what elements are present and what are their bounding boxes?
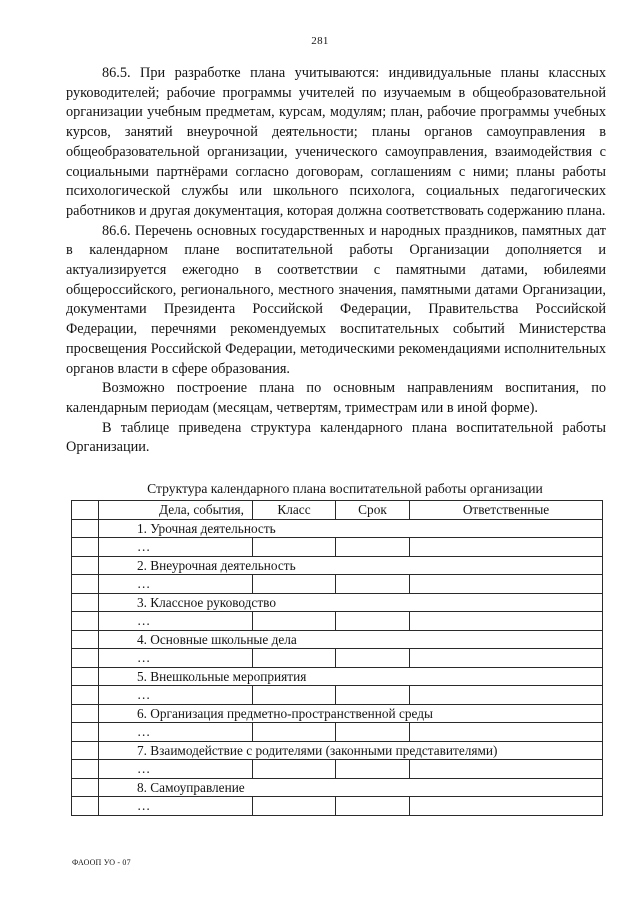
- section-index-cell: [72, 630, 99, 649]
- entry-term-cell: [336, 797, 410, 816]
- calendar-plan-table: [71, 500, 603, 816]
- entry-responsible-cell: [410, 575, 603, 594]
- entry-class-cell: [253, 575, 336, 594]
- entry-class-cell: [253, 723, 336, 742]
- entry-term-cell: [336, 538, 410, 557]
- table-caption: Структура календарного плана воспитательной работы организации: [147, 481, 543, 496]
- paragraph-plan-options: Возможно построение плана по основным направлениям воспитания, по календарным периодам (месяцам, четвертям, триместрам или в иной форме).: [66, 380, 606, 416]
- header-term: Срок: [336, 501, 410, 520]
- footer-code: ФАООП УО - 07: [72, 858, 131, 867]
- entry-term-cell: [336, 575, 410, 594]
- entry-responsible-cell: [410, 760, 603, 779]
- entry-index-cell: [72, 797, 99, 816]
- section-entry-row: [72, 575, 603, 594]
- entry-index-cell: [72, 760, 99, 779]
- section-title: 4. Основные школьные дела: [99, 630, 603, 649]
- section-title-row: [72, 778, 603, 797]
- entry-event-cell: …: [99, 797, 253, 816]
- entry-event-cell: …: [99, 538, 253, 557]
- section-title: 8. Самоуправление: [99, 778, 603, 797]
- section-entry-row: [72, 797, 603, 816]
- entry-class-cell: [253, 797, 336, 816]
- calendar-plan-body: [72, 501, 603, 816]
- section-title-row: [72, 704, 603, 723]
- section-index-cell: [72, 519, 99, 538]
- entry-term-cell: [336, 760, 410, 779]
- entry-class-cell: [253, 612, 336, 631]
- section-entry-row: [72, 538, 603, 557]
- entry-term-cell: [336, 649, 410, 668]
- entry-event-cell: …: [99, 612, 253, 631]
- entry-event-cell: …: [99, 686, 253, 705]
- section-entry-row: [72, 612, 603, 631]
- entry-responsible-cell: [410, 723, 603, 742]
- entry-responsible-cell: [410, 612, 603, 631]
- entry-index-cell: [72, 723, 99, 742]
- section-title: 3. Классное руководство: [99, 593, 603, 612]
- entry-index-cell: [72, 538, 99, 557]
- paragraph-86-6: 86.6. Перечень основных государственных и народных праздников, памятных дат в календарном плане воспитательной работы Организации дополняется и актуализируется ежегодно в соответствии с памятными датами, юбилеями общероссийского, регионального, местного значения, памятными датами Организации, документами Президента Российской Федерации, Правительства Российской Федерации, перечнями рекомендуемых воспитательных событий Министерства просвещения Российской Федерации, методическими рекомендациями исполнительных органов власти в сфере образования.: [66, 222, 606, 377]
- section-index-cell: [72, 778, 99, 797]
- entry-term-cell: [336, 612, 410, 631]
- section-index-cell: [72, 593, 99, 612]
- entry-event-cell: …: [99, 649, 253, 668]
- entry-event-cell: …: [99, 760, 253, 779]
- paragraph-86-5: 86.5. При разработке плана учитываются: индивидуальные планы классных руководителей; рабочие программы учителей по изучаемым в общеобразовательной организации учебным предметам, курсам, модулям; план, рабочие программы учебных курсов, занятий внеурочной деятельности; планы органов самоуправления в общеобразовательной организации, ученического самоуправления, взаимодействия с социальными партнёрами согласно договорам, соглашениям с ними; планы работы психологической службы или школьного психолога, социальных педагогических работников и другая документация, которая должна соответствовать содержанию плана.: [66, 65, 606, 219]
- entry-event-cell: …: [99, 723, 253, 742]
- section-index-cell: [72, 704, 99, 723]
- section-title-row: [72, 556, 603, 575]
- page-number: 281: [311, 35, 329, 47]
- header-class: Класс: [253, 501, 336, 520]
- entry-class-cell: [253, 686, 336, 705]
- entry-event-cell: …: [99, 575, 253, 594]
- section-entry-row: [72, 760, 603, 779]
- header-events: Дела, события,: [99, 501, 253, 520]
- paragraph-table-intro: В таблице приведена структура календарного плана воспитательной работы Организации.: [66, 419, 606, 456]
- header-responsible: Ответственные: [410, 501, 603, 520]
- entry-responsible-cell: [410, 686, 603, 705]
- header-index-cell: [72, 501, 99, 520]
- table-header-row: [72, 501, 603, 520]
- entry-index-cell: [72, 649, 99, 668]
- section-entry-row: [72, 723, 603, 742]
- section-title-row: [72, 519, 603, 538]
- entry-class-cell: [253, 538, 336, 557]
- section-index-cell: [72, 741, 99, 760]
- section-title: 5. Внешкольные мероприятия: [99, 667, 603, 686]
- entry-term-cell: [336, 723, 410, 742]
- section-title: 2. Внеурочная деятельность: [99, 556, 603, 575]
- entry-term-cell: [336, 686, 410, 705]
- body-text: [66, 64, 606, 458]
- entry-index-cell: [72, 575, 99, 594]
- section-title-row: [72, 630, 603, 649]
- section-title: 1. Урочная деятельность: [99, 519, 603, 538]
- section-index-cell: [72, 556, 99, 575]
- section-title-row: [72, 741, 603, 760]
- entry-responsible-cell: [410, 797, 603, 816]
- section-entry-row: [72, 649, 603, 668]
- section-title-row: [72, 667, 603, 686]
- section-entry-row: [72, 686, 603, 705]
- entry-index-cell: [72, 686, 99, 705]
- entry-class-cell: [253, 649, 336, 668]
- entry-index-cell: [72, 612, 99, 631]
- section-title: 6. Организация предметно-пространственной среды: [99, 704, 603, 723]
- entry-class-cell: [253, 760, 336, 779]
- entry-responsible-cell: [410, 538, 603, 557]
- section-title: 7. Взаимодействие с родителями (законными представителями): [99, 741, 603, 760]
- entry-responsible-cell: [410, 649, 603, 668]
- section-index-cell: [72, 667, 99, 686]
- section-title-row: [72, 593, 603, 612]
